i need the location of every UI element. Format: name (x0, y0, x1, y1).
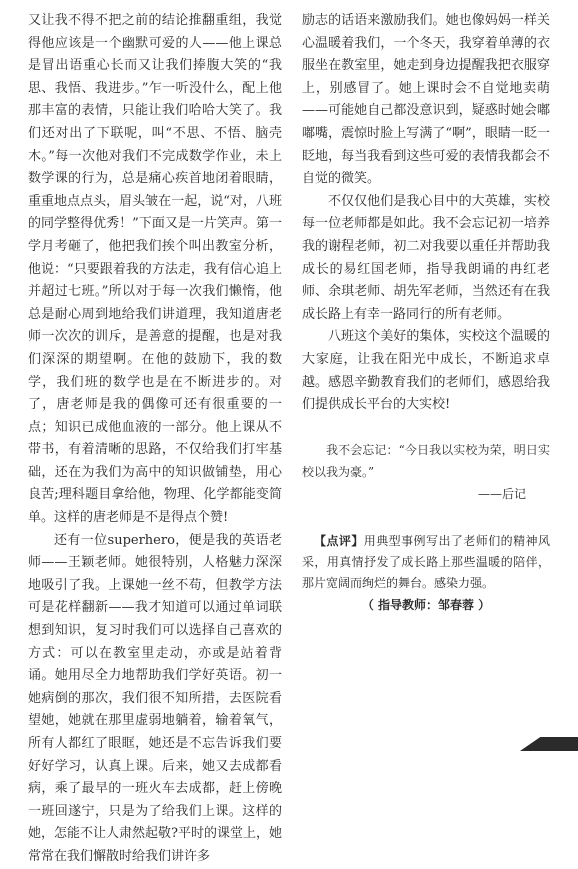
comment-text: 用典型事例写出了老师们的精神风采，用真情抒发了成长路上那些温暖的陪伴，那片宽阔而绚烂的舞台。感染力强。 (302, 533, 550, 590)
body-paragraph: 又让我不得不把之前的结论推翻重组，我觉得他应该是一个幽默可爱的人——他上课总是冒出语重心长而又让我们捧腹大笑的“我思、我悟、我进步。”乍一听没什么，配上他那丰富的表情，只能让我们哈哈大笑了。我们还对出了下联呢，叫“不思、不悟、脑壳木。”每一次他对我们不完成数学作业，未上数学课的行为，总是痛心疾首地闭着眼睛，重重地点点头，眉头皱在一起，说“对，八班的同学整得优秀！”下面又是一片笑声。第一学月考砸了，他把我们挨个叫出教室分析，他说：“只要跟着我的方法走，我有信心追上并超过七班。”所以对于每一次我们懒惰，他总是耐心周到地给我们讲道理，我知道唐老师一次次的训斥，是善意的提醒，也是对我们深深的期望啊。在他的鼓励下，我的数学，我们班的数学也是在不断进步的。对了，唐老师是我的偶像可还有很重要的一点；知识已成他血液的一部分。他上课从不带书，有着清晰的思路，不仅给我们打牢基础，还在为我们为高中的知识做铺垫，用心良苦;理科题目拿给他，物理、化学都能变简单。这样的唐老师是不是得点个赞! (28, 13, 282, 526)
afterword-signature: ——后记 (477, 486, 526, 501)
right-column (302, 10, 550, 616)
page-corner-decoration (520, 737, 578, 751)
body-paragraph: 八班这个美好的集体，实校这个温暖的大家庭，让我在阳光中成长，不断追求卓越。感恩辛勤教育我们的老师们，感恩给我们提供成长平台的大实校! (302, 329, 550, 413)
comment-tag: 【点评】 (314, 533, 364, 548)
body-paragraph: 不仅仅他们是我心目中的大英雄，实校每一位老师都是如此。我不会忘记初一培养我的谢程老师，初二对我要以重任并帮助我成长的易红国老师，指导我朗诵的冉红老师、余琪老师、胡先军老师，当然还有在我成长路上有幸一路同行的所有老师。 (302, 193, 550, 322)
afterword-quote: 我不会忘记：“今日我以实校为荣，明日实校以我为豪。” (302, 442, 550, 479)
body-paragraph: 还有一位superhero，便是我的英语老师——王颖老师。她很特别，人格魅力深深地吸引了我。上课她一丝不苟，但教学方法可是花样翻新——我才知道可以通过单词联想到知识，复习时我们可以选择自己喜欢的方式：可以在教室里走动，亦或是站着背诵。她用尽全力地帮助我们学好英语。初一她病倒的那次，我们很不知所措，去医院看望她，她就在那里虚弱地躺着，输着氧气，所有人都红了眼眶，她还是不忘告诉我们要好好学习，认真上课。后来，她又去成都看病，乘了最早的一班火车去成都，赶上傍晚一班回遂宁，只是为了给我们上课。这样的她，怎能不让人肃然起敬?平时的课堂上，她常常在我们懈散时给我们讲许多 (28, 532, 282, 864)
instructor-credit: （ 指导教师：邹春蓉 ） (361, 597, 491, 612)
left-column (28, 10, 282, 869)
teacher-comment (302, 531, 550, 594)
body-paragraph: 励志的话语来激励我们。她也像妈妈一样关心温暖着我们，一个冬天，我穿着单薄的衣服坐在教室里，她走到身边提醒我把衣服穿上，别感冒了。她上课时会不自觉地卖萌——可能她自己都没意识到，疑惑时她会嘟嘟嘴，震惊时脸上写满了“啊”，眼睛一眨一眨地，每当我看到这些可爱的表情我都会不自觉的微笑。 (302, 13, 550, 187)
